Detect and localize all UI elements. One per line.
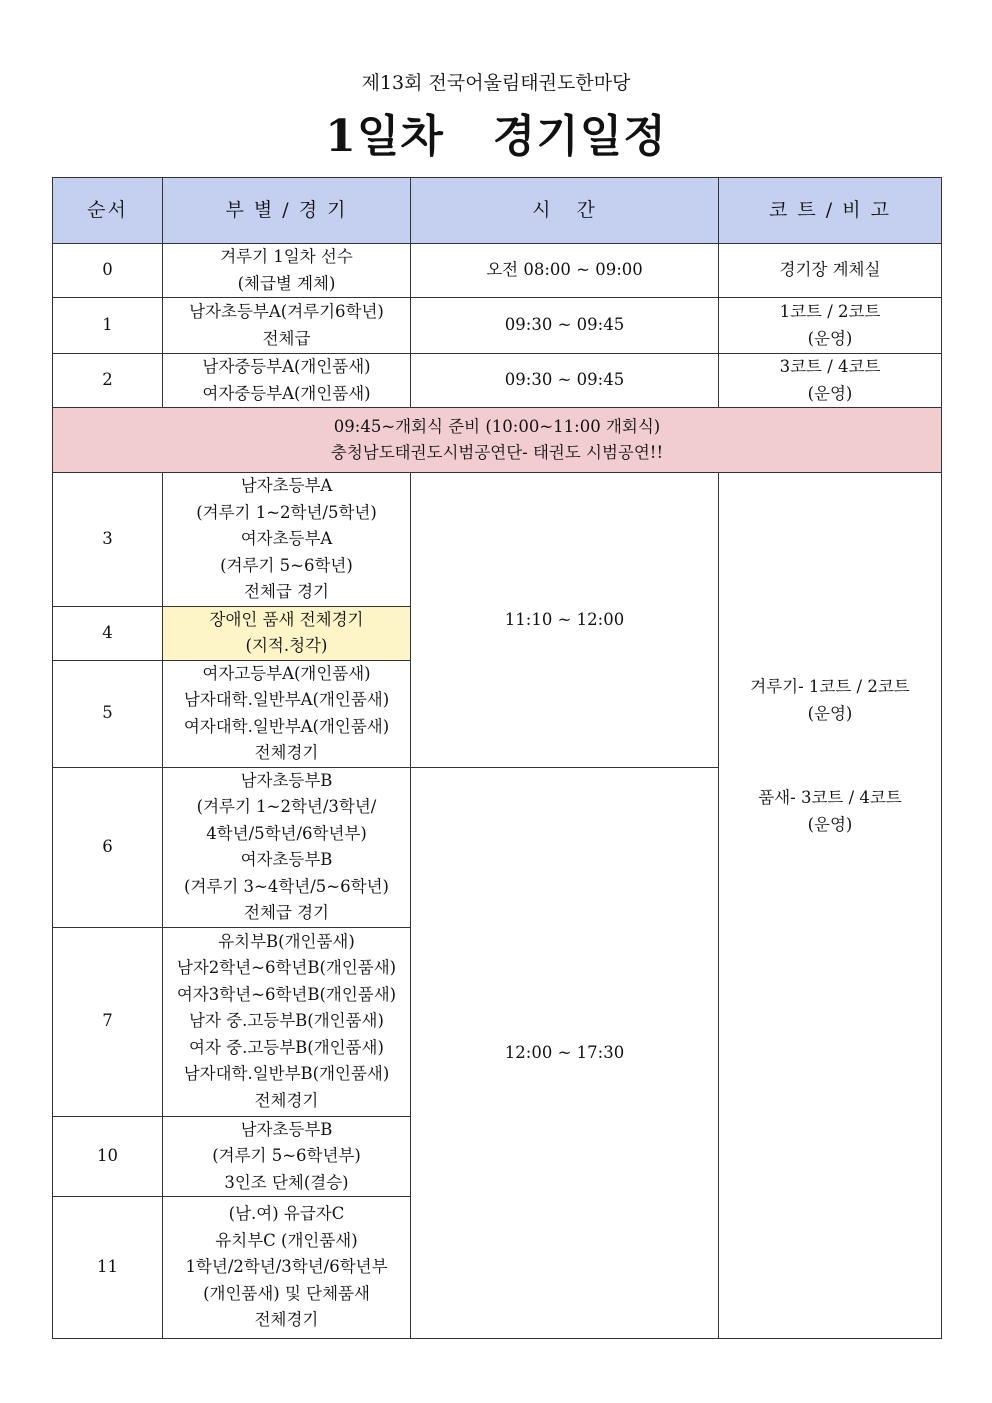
time-cell: 오전 08:00 ~ 09:00 bbox=[411, 244, 719, 298]
event-cell: 남자초등부B (겨루기 5~6학년부) 3인조 단체(결승) bbox=[163, 1116, 411, 1197]
order-cell: 11 bbox=[53, 1197, 163, 1339]
event-cell: 여자고등부A(개인품새) 남자대학.일반부A(개인품새) 여자대학.일반부A(개인품새) 전체경기 bbox=[163, 660, 411, 767]
event-cell: 유치부B(개인품새) 남자2학년~6학년B(개인품새) 여자3학년~6학년B(개인품새) 남자 중.고등부B(개인품새) 여자 중.고등부B(개인품새) 남자대학.일반부B(개인품새) 전체경기 bbox=[163, 927, 411, 1116]
time-cell: 09:30 ~ 09:45 bbox=[411, 354, 719, 408]
ceremony-cell: 09:45~개회식 준비 (10:00~11:00 개회식) 충청남도태권도시범공연단- 태권도 시범공연!! bbox=[53, 408, 942, 473]
column-header-time: 시 간 bbox=[411, 178, 719, 244]
court-cell: 경기장 계체실 bbox=[719, 244, 942, 298]
column-header-court: 코 트 / 비 고 bbox=[719, 178, 942, 244]
document-title: 1일차 경기일정 bbox=[325, 111, 667, 162]
court-cell: 3코트 / 4코트 (운영) bbox=[719, 354, 942, 408]
court-cell: 1코트 / 2코트 (운영) bbox=[719, 298, 942, 354]
column-header-order: 순서 bbox=[53, 178, 163, 244]
table-header-row bbox=[53, 178, 942, 244]
event-cell: (남.여) 유급자C 유치부C (개인품새) 1학년/2학년/3학년/6학년부 (개인품새) 및 단체품새 전체경기 bbox=[163, 1197, 411, 1339]
court-note-cell: 겨루기- 1코트 / 2코트 (운영) 품새- 3코트 / 4코트 (운영) bbox=[719, 473, 942, 1339]
event-cell: 남자초등부A(겨루기6학년) 전체급 bbox=[163, 298, 411, 354]
event-cell: 남자초등부A (겨루기 1~2학년/5학년) 여자초등부A (겨루기 5~6학년) 전체급 경기 bbox=[163, 473, 411, 607]
time-cell: 12:00 ~ 17:30 bbox=[411, 767, 719, 1339]
ceremony-row bbox=[53, 408, 942, 473]
order-cell: 0 bbox=[53, 244, 163, 298]
table-row bbox=[53, 244, 942, 298]
event-cell: 남자중등부A(개인품새) 여자중등부A(개인품새) bbox=[163, 354, 411, 408]
time-cell: 11:10 ~ 12:00 bbox=[411, 473, 719, 768]
schedule-table bbox=[52, 177, 942, 1339]
order-cell: 10 bbox=[53, 1116, 163, 1197]
order-cell: 4 bbox=[53, 606, 163, 660]
order-cell: 6 bbox=[53, 767, 163, 927]
event-cell: 겨루기 1일차 선수 (체급별 계체) bbox=[163, 244, 411, 298]
order-cell: 2 bbox=[53, 354, 163, 408]
order-cell: 1 bbox=[53, 298, 163, 354]
table-row bbox=[53, 298, 942, 354]
order-cell: 5 bbox=[53, 660, 163, 767]
time-cell: 09:30 ~ 09:45 bbox=[411, 298, 719, 354]
event-cell-highlighted: 장애인 품새 전체경기 (지적.청각) bbox=[163, 606, 411, 660]
document-subtitle: 제13회 전국어울림태권도한마당 bbox=[361, 72, 631, 94]
order-cell: 7 bbox=[53, 927, 163, 1116]
table-row bbox=[53, 354, 942, 408]
column-header-event: 부 별 / 경 기 bbox=[163, 178, 411, 244]
order-cell: 3 bbox=[53, 473, 163, 607]
table-row bbox=[53, 473, 942, 607]
event-cell: 남자초등부B (겨루기 1~2학년/3학년/ 4학년/5학년/6학년부) 여자초등부B (겨루기 3~4학년/5~6학년) 전체급 경기 bbox=[163, 767, 411, 927]
